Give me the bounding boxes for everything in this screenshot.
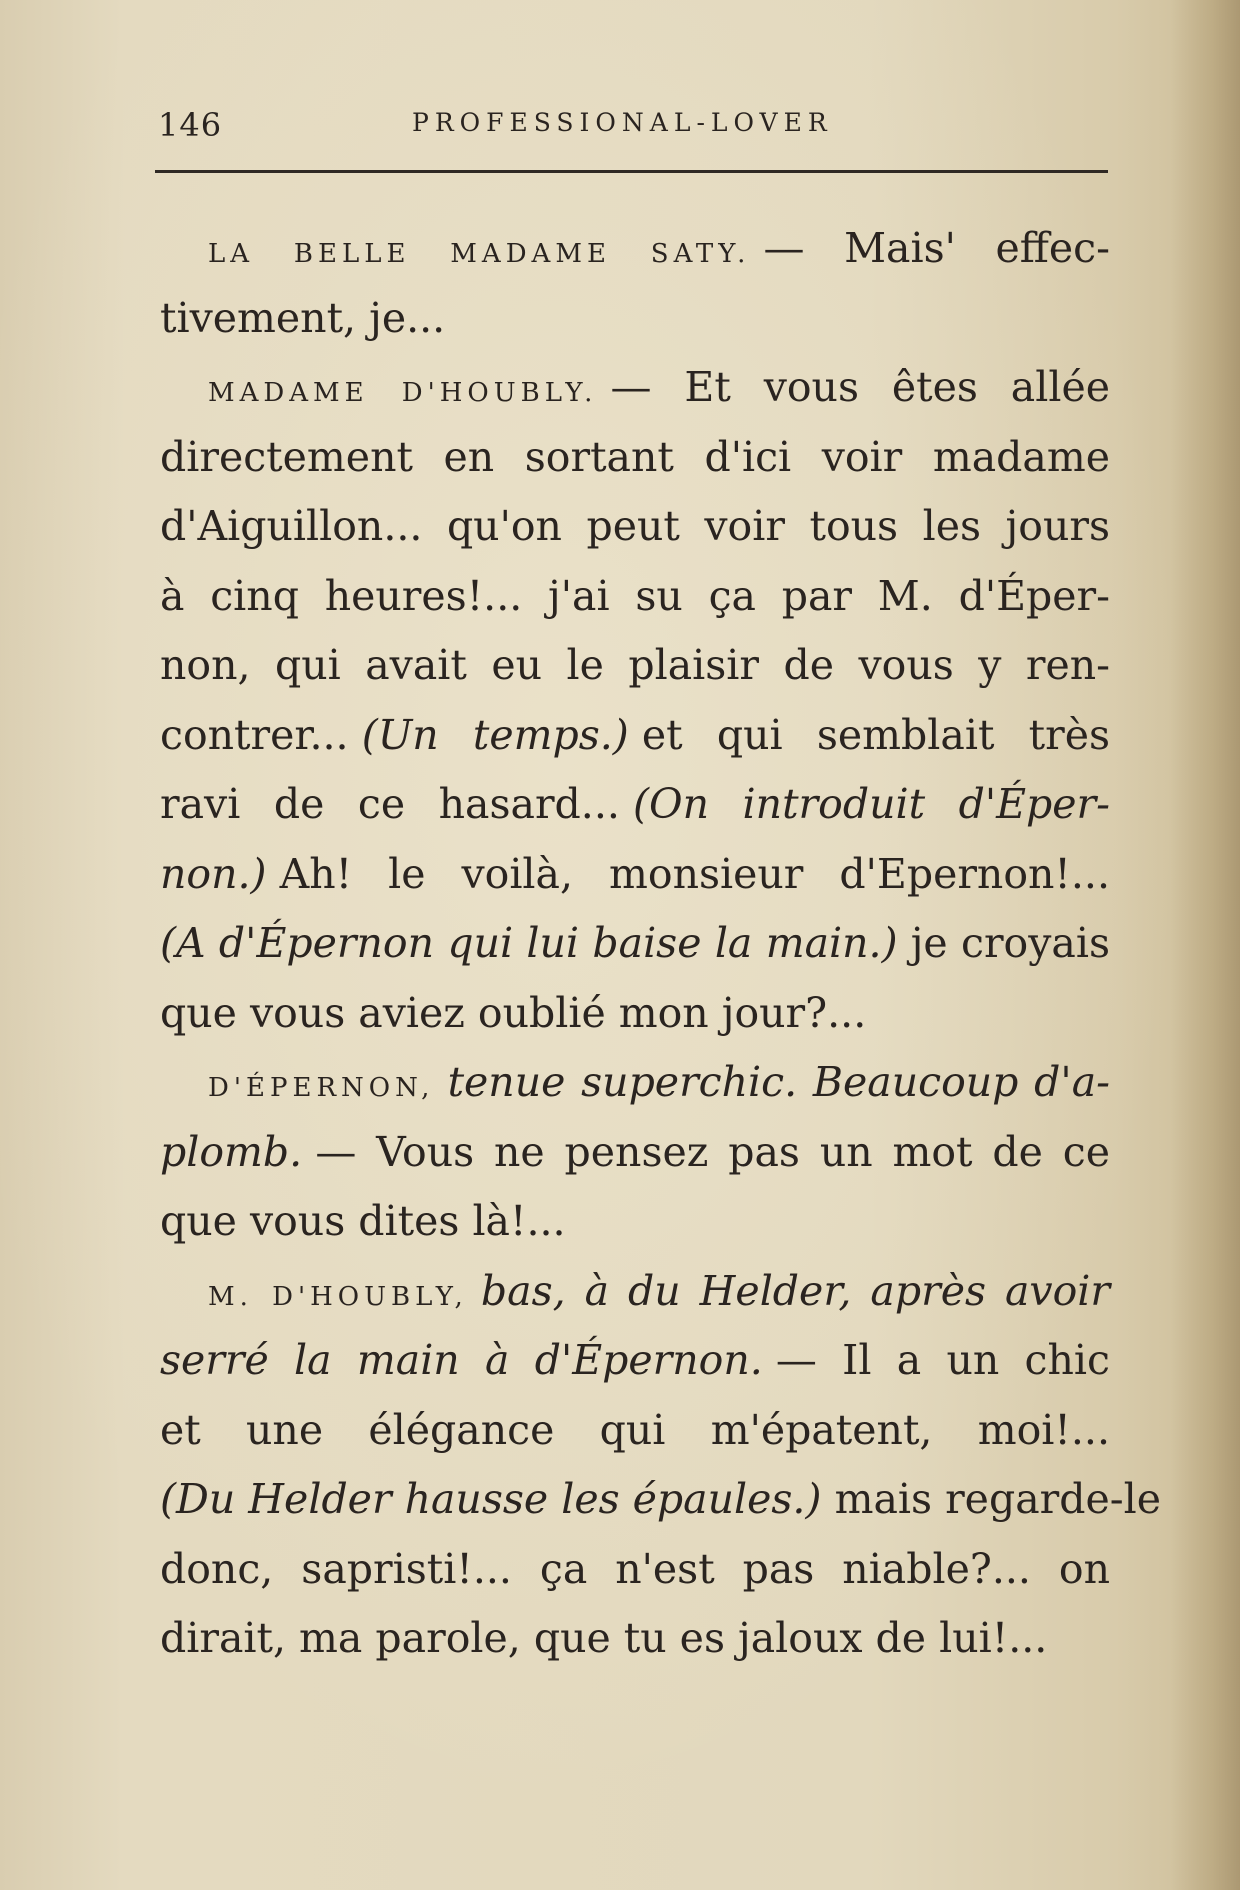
dialogue-text: que vous aviez oublié mon jour?... <box>160 988 867 1037</box>
stage-direction: tenue superchic. Beaucoup d'a- <box>447 1058 1110 1106</box>
dialogue-text: contrer... <box>160 710 349 759</box>
dialogue-text: d'Aiguillon... qu'on peut voir tous les jours <box>160 502 1110 550</box>
body-text <box>160 214 1161 1674</box>
text-line <box>160 214 1110 284</box>
dialogue-text: — Vous ne pensez pas un mot de ce <box>315 1127 1110 1176</box>
header-rule <box>155 170 1108 173</box>
page-edge-shadow <box>1170 0 1240 1890</box>
dialogue-text: tivement, je... <box>160 293 446 342</box>
running-head <box>158 98 1108 148</box>
text-line <box>160 979 1110 1049</box>
speaker-name: M. D'HOUBLY, <box>208 1281 468 1312</box>
text-line <box>160 1535 1110 1605</box>
stage-direction: (Du Helder hausse les épaules.) <box>160 1475 822 1523</box>
stage-direction: non.) <box>160 849 267 898</box>
speaker-name: LA BELLE MADAME SATY. <box>208 239 751 269</box>
dialogue-text: mais regarde-le <box>834 1475 1161 1523</box>
text-line <box>160 1048 1110 1118</box>
text-line <box>160 631 1110 701</box>
stage-direction: (On introduit d'Éper- <box>633 780 1110 828</box>
text-line <box>160 1396 1110 1466</box>
dialogue-text: et qui semblait très <box>641 710 1111 759</box>
stage-direction: serré la main à d'Épernon. <box>160 1336 763 1384</box>
speaker-name: MADAME D'HOUBLY. <box>208 378 598 408</box>
text-line <box>160 840 1110 910</box>
dialogue-text: non, qui avait eu le plaisir de vous y ren- <box>160 641 1110 689</box>
text-line <box>160 284 1110 354</box>
running-title: PROFESSIONAL-LOVER <box>412 108 833 137</box>
text-line <box>160 1465 1161 1535</box>
text-line <box>160 423 1110 493</box>
stage-direction: plomb. <box>160 1127 303 1176</box>
text-line <box>160 492 1110 562</box>
dialogue-text: je croyais <box>910 919 1111 967</box>
text-line <box>160 1118 1110 1188</box>
text-line <box>160 353 1110 423</box>
dialogue-text: à cinq heures!... j'ai su ça par M. d'Éper- <box>160 571 1110 620</box>
stage-direction: bas, à du Helder, après avoir <box>480 1266 1110 1315</box>
dialogue-text: ravi de ce hasard... <box>160 780 620 828</box>
dialogue-text: directement en sortant d'ici voir madame <box>160 432 1110 481</box>
text-line <box>160 1187 1110 1257</box>
text-line <box>160 1326 1110 1396</box>
text-line <box>160 1604 1110 1674</box>
dialogue-text: Ah! le voilà, monsieur d'Epernon!... <box>279 849 1110 898</box>
dialogue-text: que vous dites là!... <box>160 1197 566 1245</box>
dialogue-text: — Et vous êtes allée <box>610 363 1110 411</box>
text-line <box>160 701 1110 771</box>
stage-direction: (A d'Épernon qui lui baise la main.) <box>160 919 898 967</box>
speaker-name: D'ÉPERNON, <box>208 1073 435 1103</box>
dialogue-text: — Il a un chic <box>775 1336 1110 1384</box>
stage-direction: (Un temps.) <box>361 710 629 759</box>
dialogue-text: dirait, ma parole, que tu es jaloux de lui!... <box>160 1614 1048 1662</box>
dialogue-text: — Mais' effec- <box>763 224 1110 272</box>
dialogue-text: donc, sapristi!... ça n'est pas niable?... on <box>160 1544 1110 1593</box>
text-line <box>160 770 1110 840</box>
page-number: 146 <box>158 106 223 144</box>
text-line <box>160 562 1110 632</box>
text-line <box>160 909 1110 979</box>
dialogue-text: et une élégance qui m'épatent, moi!... <box>160 1405 1110 1454</box>
text-line <box>160 1257 1110 1327</box>
